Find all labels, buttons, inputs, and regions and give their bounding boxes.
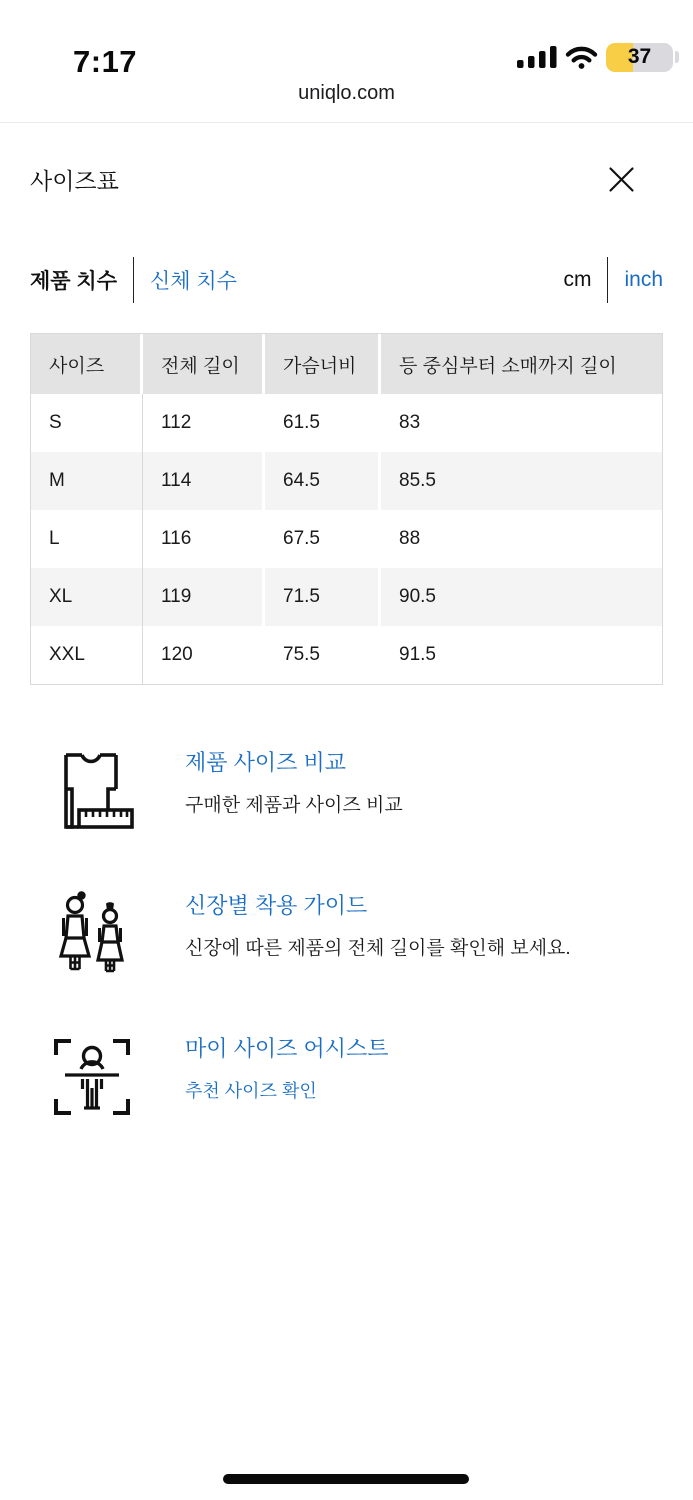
table-cell: 90.5 bbox=[381, 568, 662, 626]
unit-separator bbox=[607, 257, 608, 303]
battery-cap bbox=[675, 51, 679, 63]
table-cell: XL bbox=[31, 568, 143, 626]
table-cell: 75.5 bbox=[265, 626, 381, 684]
chrome-divider bbox=[0, 122, 693, 123]
table-cell: 71.5 bbox=[265, 568, 381, 626]
measure-tabs bbox=[30, 257, 237, 303]
unit-inch[interactable]: inch bbox=[624, 268, 663, 291]
battery-icon bbox=[606, 43, 673, 72]
table-cell: 120 bbox=[143, 626, 265, 684]
cellular-signal-icon bbox=[517, 45, 557, 69]
table-row bbox=[31, 510, 662, 568]
table-cell: M bbox=[31, 452, 143, 510]
table-row bbox=[31, 452, 662, 510]
table-cell: 114 bbox=[143, 452, 265, 510]
close-icon bbox=[608, 166, 635, 193]
table-cell: 67.5 bbox=[265, 510, 381, 568]
table-cell: 64.5 bbox=[265, 452, 381, 510]
recommended-size-link[interactable]: 추천 사이즈 확인 bbox=[185, 1080, 317, 1101]
feature-subtitle: 신장에 따른 제품의 전체 길이를 확인해 보세요. bbox=[185, 937, 571, 959]
table-row bbox=[31, 626, 662, 684]
table-cell: XXL bbox=[31, 626, 143, 684]
table-cell: 116 bbox=[143, 510, 265, 568]
column-header: 등 중심부터 소매까지 길이 bbox=[381, 334, 662, 394]
table-cell: 112 bbox=[143, 394, 265, 452]
table-cell: 61.5 bbox=[265, 394, 381, 452]
battery-percent: 37 bbox=[627, 45, 652, 68]
wifi-icon bbox=[565, 45, 598, 69]
feature-list bbox=[30, 747, 663, 1121]
tab-product-measurements[interactable]: 제품 치수 bbox=[30, 270, 117, 293]
tab-separator bbox=[133, 257, 134, 303]
table-row bbox=[31, 568, 662, 626]
table-cell: 83 bbox=[381, 394, 662, 452]
feature-product-size-compare[interactable] bbox=[30, 747, 663, 835]
size-table-header-row bbox=[31, 334, 662, 394]
status-icons bbox=[517, 42, 679, 72]
modal-title: 사이즈표 bbox=[30, 168, 119, 194]
table-row bbox=[31, 394, 662, 452]
feature-title[interactable]: 제품 사이즈 비교 bbox=[185, 750, 346, 775]
size-table-body bbox=[31, 394, 662, 684]
column-header: 사이즈 bbox=[31, 334, 143, 394]
unit-toggle bbox=[563, 257, 663, 303]
address-bar[interactable]: uniqlo.com bbox=[298, 82, 395, 104]
table-cell: 91.5 bbox=[381, 626, 662, 684]
column-header: 전체 길이 bbox=[143, 334, 265, 394]
status-time: 7:17 bbox=[73, 44, 138, 79]
table-cell: 85.5 bbox=[381, 452, 662, 510]
table-cell: S bbox=[31, 394, 143, 452]
feature-my-size-assist[interactable] bbox=[30, 1033, 663, 1121]
unit-cm[interactable]: cm bbox=[563, 268, 592, 291]
tab-row bbox=[30, 255, 663, 305]
table-cell: L bbox=[31, 510, 143, 568]
feature-title[interactable]: 마이 사이즈 어시스트 bbox=[185, 1036, 389, 1061]
feature-title[interactable]: 신장별 착용 가이드 bbox=[185, 893, 368, 918]
shirt-ruler-icon bbox=[48, 747, 136, 835]
people-height-icon bbox=[48, 890, 136, 978]
home-indicator[interactable] bbox=[223, 1474, 469, 1484]
table-cell: 88 bbox=[381, 510, 662, 568]
column-header: 가슴너비 bbox=[265, 334, 381, 394]
table-cell: 119 bbox=[143, 568, 265, 626]
close-button[interactable] bbox=[602, 160, 640, 198]
feature-height-fit-guide[interactable] bbox=[30, 890, 663, 978]
tab-body-measurements[interactable]: 신체 치수 bbox=[149, 270, 237, 293]
size-table bbox=[30, 333, 663, 685]
body-scan-icon bbox=[48, 1033, 136, 1121]
feature-subtitle: 구매한 제품과 사이즈 비교 bbox=[185, 794, 403, 816]
